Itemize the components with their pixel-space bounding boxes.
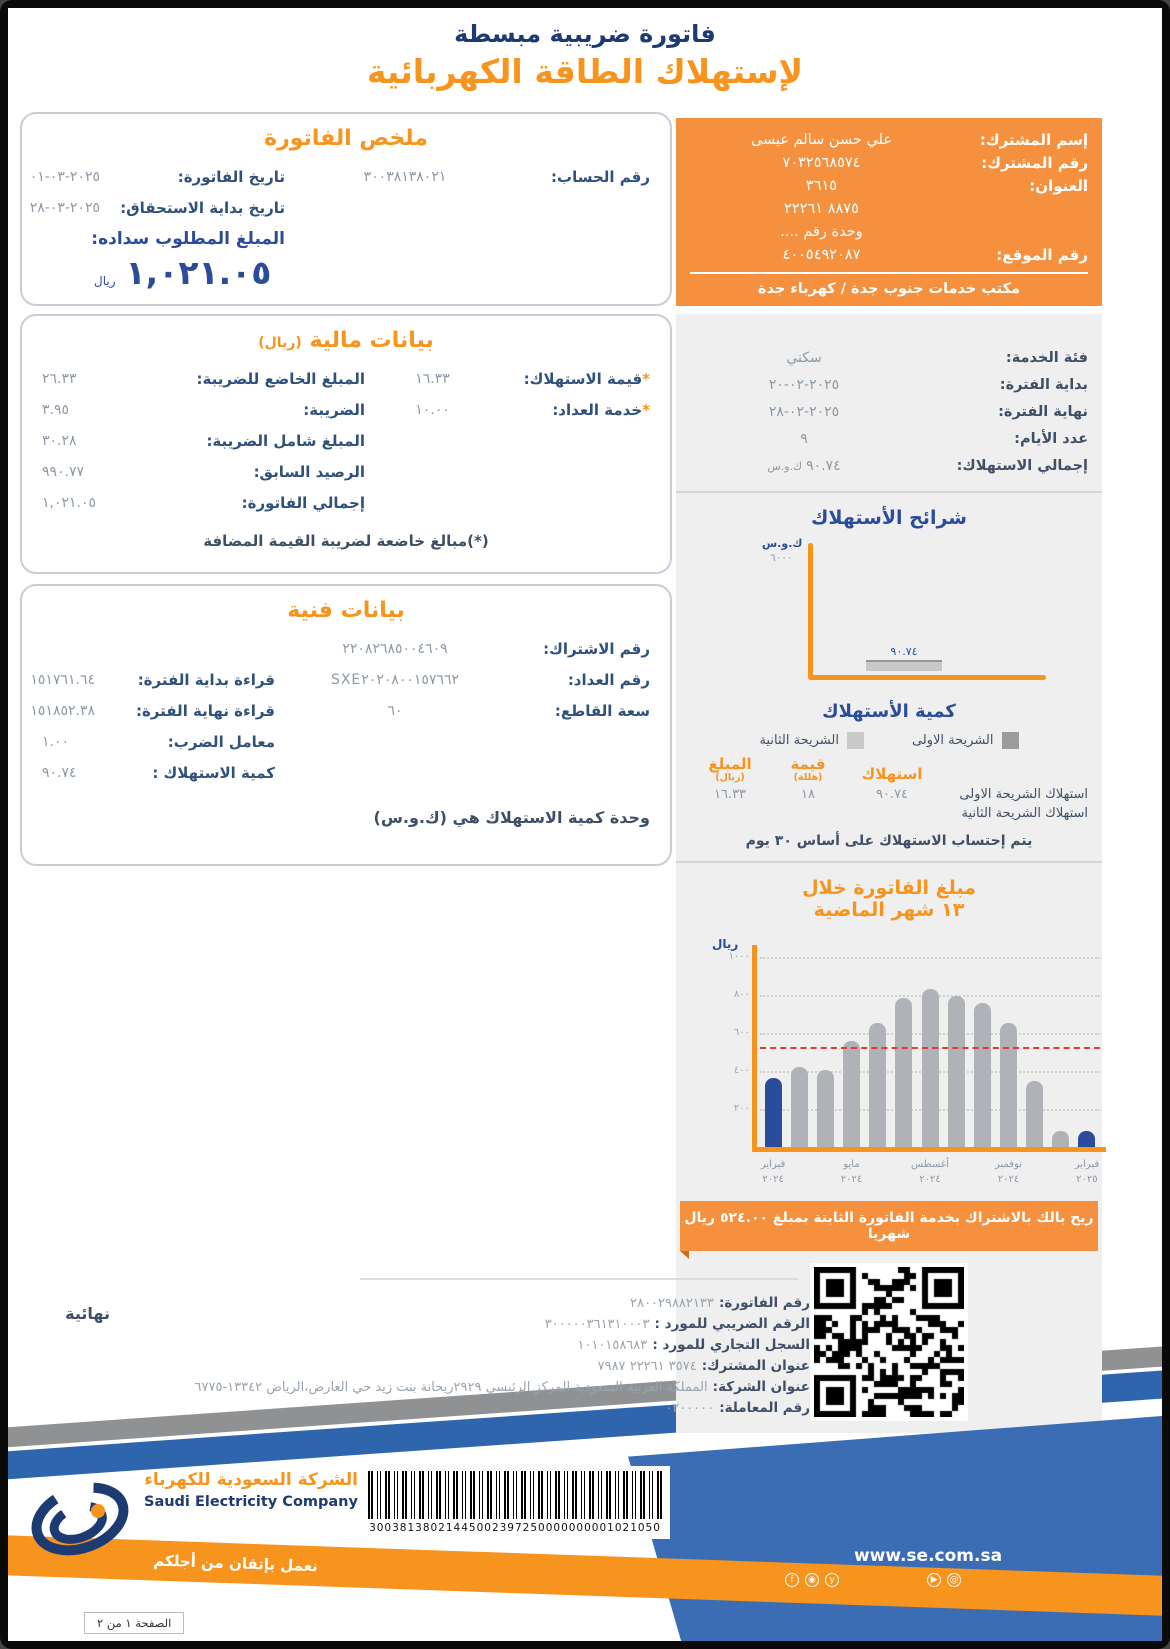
history-bar [817,1070,834,1147]
company-name-arabic: الشركة السعودية للكهرباء [144,1470,358,1490]
social-handle-2: /SEC_ALKAHRABA [967,1574,1071,1586]
subscriber-number: ٧٠٣٢٥٦٨٥٧٤ [782,154,861,171]
social-row [718,1573,1138,1587]
fixed-bill-banner: ريح بالك بالاشتراك بخدمة الفاتورة الثابتة بمبلغ ٥٢٤.٠٠ ريال شهريا [680,1201,1098,1251]
tier1-amount: ١٦.٣٣ [713,786,747,802]
invoice-total-value: ١,٠٢١.٠٥ [42,494,97,511]
vat-footnote: (*)مبالغ خاضعة لضريبة القيمة المضافة [203,532,489,550]
address-line2: ٨٨٧٥ ٢٢٢٦١ [784,200,859,217]
transaction-number-label: رقم المعاملة: [719,1400,810,1416]
invoice-total-label: إجمالي الفاتورة: [241,493,365,512]
sec-logo-icon [28,1470,132,1568]
tier-chart-ylabel: ك.و.س [762,537,803,550]
vat-asterisk-icon: * [642,369,650,388]
tier-chart-y-axis [808,543,813,679]
invoice-number-label: رقم الفاتورة: [718,1295,810,1311]
financial-title-text: بيانات مالية [309,328,434,353]
total-with-tax-value: ٣٠.٢٨ [42,432,77,449]
col-amount: المبلغ (ريال) [708,755,752,783]
tier-chart-x-axis [808,675,1046,680]
transaction-number-value: ٠٢٠٠٠٠٠ [665,1401,715,1416]
end-reading-label: قراءة نهاية الفترة: [135,701,275,720]
meter-number-label: رقم العداد: [567,670,650,689]
subscription-number-value: ٢٢٠٨٢٦٨٥٠٠٤٦٠٩ [342,640,448,657]
company-address-value: المملكة العربية السعودية المركز الرئيسي ٢٩٢٩ريحانة بنت زيد حي العارض،الرياض ١٣٣٤٢-٦٧٧٥ [194,1380,708,1395]
facebook-icon: f [785,1573,799,1587]
tier2-row-label: استهلاك الشريحة الثانية [961,805,1088,821]
tier-legend [690,732,1088,749]
invoice-date-value: ٢٠٢٥-٠٣-٠١ [29,168,100,185]
tier1-row-label: استهلاك الشريحة الاولى [959,786,1088,802]
start-reading-label: قراءة بداية الفترة: [137,670,275,689]
tier-chart-xlabel: كمية الأستهلاك [822,701,956,722]
company-tagline: نعمل بإتقان من أجلكم [152,1551,319,1576]
website-link[interactable]: www.se.com.sa [853,1546,1003,1566]
history-bar [1026,1081,1043,1147]
legend-tier2: الشريحة الثانية [760,732,864,749]
previous-balance-value: ٩٩٠.٧٧ [42,463,85,480]
due-start-date-label: تاريخ بداية الاستحقاق: [120,198,285,217]
breaker-capacity-label: سعة القاطع: [554,701,650,720]
history-bar [922,989,939,1147]
tier1-price: ١٨ [801,786,815,802]
amount-due-value: ١,٠٢١.٠٥ [125,253,272,292]
history-x-axis [752,1147,1106,1152]
consumption-value-label: *قيمة الاستهلاك: [523,369,650,388]
tier-chart-title: شرائح الأستهلاك [811,507,967,529]
col-consumption: استهلاك [861,764,923,783]
history-bar [791,1067,808,1147]
invoice-date-label: تاريخ الفاتورة: [177,167,285,186]
history-y-axis [752,945,757,1152]
company-names [144,1470,358,1510]
taxable-amount-label: المبلغ الخاضع للضريبة: [196,369,365,388]
account-number-value: ٣٠٠٣٨١٣٨٠٢١ [363,168,447,185]
subscriber-box [676,118,1102,306]
service-category-label: فئة الخدمة: [1005,349,1088,366]
vat-number-value: ٣٠٠٠٠٠٣٦١٣١٠٠٠٣ [544,1317,650,1332]
taxable-amount-value: ٢٦.٣٣ [42,370,77,387]
financial-title [42,328,650,353]
cr-number-label: السجل التجاري للمورد : [652,1337,810,1353]
consumption-value: ١٦.٣٣ [415,370,450,387]
period-start-label: بداية الفترة: [999,376,1088,393]
site-number: ٤٠٠٥٤٩٢٠٨٧ [782,246,861,263]
calculation-note: يتم إحتساب الاستهلاك على أساس ٣٠ يوم [745,832,1033,849]
tier-chart-ytick: ٦٠٠٠ [770,552,793,564]
company-address-label: عنوان الشركة: [712,1379,810,1395]
history-y-tick: ٦٠٠ [733,1026,750,1038]
tax-label: الضريبة: [303,400,365,419]
subscription-number-label: رقم الاشتراك: [543,639,650,658]
site-number-label: رقم الموقع: [996,245,1088,264]
history-month-label: نوفمبر ٢٠٢٤ [994,1158,1022,1185]
start-reading-value: ١٥١٧٦١.٦٤ [30,671,95,688]
technical-data-box [20,584,672,866]
company-name-english: Saudi Electricity Company [144,1494,358,1510]
twitter-icon: y [825,1573,839,1587]
qr-code [810,1263,968,1421]
meter-number-value: SXE٢٠٢٠٨٠٠١٥٧٦٦٢ [330,671,460,688]
qr-code-canvas [814,1267,964,1417]
col-price: قيمة (هللة) [790,755,826,783]
end-reading-value: ١٥١٨٥٢.٣٨ [30,702,95,719]
right-column [676,118,1102,1471]
invoice-number-value: ٢٨٠٠٢٩٨٨٢١٣٣ [630,1296,714,1311]
total-consumption-value: ٩٠.٧٤ك.و.س [767,457,841,474]
info-divider [360,1278,798,1280]
address-line1: ٣٦١٥ [805,177,838,194]
total-with-tax-label: المبلغ شامل الضريبة: [206,431,365,450]
tier2-swatch-icon [847,732,864,749]
tax-value: ٣.٩٥ [42,401,70,418]
tier-bar-value: ٩٠.٧٤ [890,645,918,658]
history-chart [696,929,1100,1191]
unit-footnote: وحدة كمية الاستهلاك هي (ك.و.س) [373,808,650,827]
amount-due-currency: ريال [94,274,116,288]
multiplier-label: معامل الضرب: [167,732,275,751]
social-handle-1: /ALKAHRABA [845,1574,922,1586]
period-end-value: ٢٠٢٥-٠٢-٢٨ [768,403,840,420]
bill-header [8,20,1162,91]
history-y-tick: ١٠٠٠ [728,950,750,962]
history-month-label: مايو ٢٠٢٤ [840,1158,863,1185]
subscriber-address-label: عنوان المشترك: [701,1358,810,1374]
address-label: العنوان: [1029,176,1088,195]
subscriber-name-label: إسم المشترك: [979,130,1088,149]
tier-table [690,757,1088,821]
breaker-capacity-value: ٦٠ [387,702,403,719]
summary-title: ملخص الفاتورة [264,126,428,151]
history-bar [895,998,912,1147]
history-bar [843,1041,860,1146]
history-bar [1078,1131,1095,1147]
previous-balance-label: الرصيد السابق: [253,462,365,481]
invoice-status: نهائية [65,1304,110,1323]
payment-barcode [360,1466,670,1539]
tier-bar [866,662,942,671]
invoice-info-block [20,1292,810,1418]
barcode-number: 30038138021445002397250000000001021050 [369,1522,661,1534]
history-bar [974,1003,991,1146]
address-line3: وحدة رقم .... [780,223,863,240]
company-logo-block [28,1470,358,1568]
bill-main-title: لإستهلاك الطاقة الكهربائية [366,52,804,91]
invoice-summary-box [20,112,672,306]
history-bar [765,1078,782,1146]
snapchat-icon: @ [947,1573,961,1587]
history-bar [869,1023,886,1147]
tier1-swatch-icon [1002,732,1019,749]
panel-divider [676,491,1102,493]
tier1-consumption: ٩٠.٧٤ [875,786,909,802]
tier-chart-bar [866,645,942,671]
barcode-icon [368,1471,662,1519]
history-y-tick: ٢٠٠ [733,1102,750,1114]
history-title-line2: ١٣ شهر الماضية [813,898,965,921]
period-end-label: نهاية الفترة: [998,403,1088,420]
period-start-value: ٢٠٢٥-٠٢-٢٠ [768,376,840,393]
history-y-tick: ٨٠٠ [733,988,750,1000]
consumption-qty-value: ٩٠.٧٤ [42,764,77,781]
history-month-label: فبراير ٢٠٢٤ [760,1158,786,1185]
days-count-label: عدد الأيام: [1014,430,1088,447]
meter-service-label: *خدمة العداد: [552,400,650,419]
history-month-label: فبراير ٢٠٢٥ [1074,1158,1100,1185]
history-y-tick: ٤٠٠ [733,1064,750,1076]
vat-asterisk-icon: * [642,400,650,419]
consumption-qty-label: كمية الاستهلاك : [152,763,275,782]
footer-web-block [718,1546,1138,1587]
meter-service-value: ١٠.٠٠ [415,401,450,418]
multiplier-value: ١.٠٠ [42,733,70,750]
history-reference-line [760,1047,1100,1049]
bill-type-title: فاتورة ضريبية مبسطة [454,20,716,48]
history-bar [1000,1023,1017,1147]
legend-tier1: الشريحة الاولى [912,732,1019,749]
youtube-icon: ▶ [927,1573,941,1587]
instagram-icon: ◉ [805,1573,819,1587]
subscriber-number-label: رقم المشترك: [981,153,1088,172]
vat-number-label: الرقم الضريبي للمورد : [654,1316,810,1332]
details-panel [676,314,1102,1433]
history-gridline [760,957,1100,959]
history-title-line1: مبلغ الفاتورة خلال [802,876,976,899]
subscriber-address-value: ٣٥٧٤ ٢٢٢٦١ ٧٩٨٧ [597,1359,697,1374]
panel-divider [676,861,1102,863]
total-consumption-label: إجمالي الاستهلاك: [956,457,1088,474]
service-category-value: سكني [786,349,822,366]
financial-title-unit: (ريال) [258,335,302,351]
page-number: الصفحة ١ من ٢ [84,1612,184,1634]
kwh-unit: ك.و.س [767,459,803,473]
account-number-label: رقم الحساب: [551,167,650,186]
history-bar [1052,1131,1069,1147]
due-start-date-value: ٢٠٢٥-٠٣-٢٨ [29,199,100,216]
history-month-label: أغسطس ٢٠٢٤ [911,1158,949,1185]
history-chart-plot [728,950,1100,1185]
logo-orange-dot [91,1504,105,1518]
tier-chart [690,537,1088,697]
amount-due [94,253,271,292]
service-office: مكتب خدمات جنوب جدة / كهرباء جدة [690,272,1088,306]
subscriber-name: علي حسن سالم عيسى [751,131,892,148]
cr-number-value: ١٠١٠١٥٨٦٨٣ [577,1338,648,1353]
history-chart-ylabel: ريال [712,936,739,951]
bill-sheet [8,8,1162,1641]
days-count-value: ٩ [800,430,808,447]
amount-due-label: المبلغ المطلوب سداده: [91,228,285,249]
technical-title: بيانات فنية [287,598,405,623]
financial-data-box [20,314,672,574]
history-bar [948,996,965,1147]
